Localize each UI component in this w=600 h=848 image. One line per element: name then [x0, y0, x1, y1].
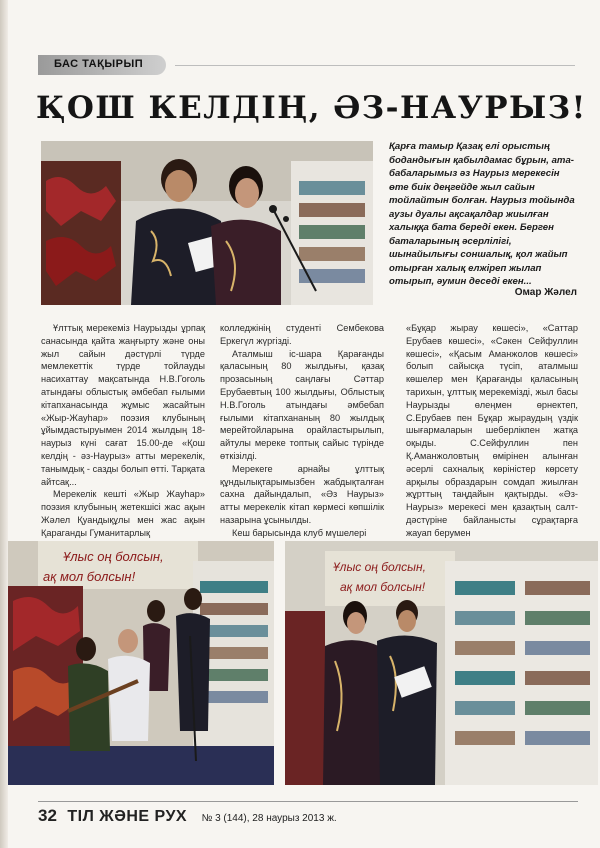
body-paragraph: Мерекелік кешті «Жыр Жауһар» поэзия клубының жетекшісі жас ақын Жәлел Қуандықұлы мен жас ақын Қараганды Гуманитарлық	[41, 489, 205, 538]
body-column-2	[220, 322, 384, 540]
rubric-divider	[175, 65, 575, 66]
footer-divider	[38, 801, 578, 802]
body-column-1	[41, 322, 205, 540]
magazine-name: ТІЛ ЖӘНЕ РУХ	[67, 808, 188, 825]
body-paragraph: Аталмыш іс-шара Қарағанды қаласының 80 жылдығы, қазақ прозасының саңлағы Сәттар Ерубаевтың 100 жылдығы, Облыстық Н.В.Гоголь атындағы әмбебап ғылыми кітапхананың 80 жылдық мерейтойларына орайластырылып, айтулы мереке топтық сайыс түрінде өткізілді.	[220, 348, 384, 461]
issue-info: № 3 (144), 28 наурыз 2013 ж.	[201, 813, 337, 824]
top-photo-hosts	[41, 141, 373, 305]
body-paragraph: Кеш барысында клуб мүшелері	[232, 527, 367, 538]
body-paragraph: Мерекеге арнайы ұлттық құндылықтарымызбен жабдықталған сахна дайындалып, «Әз Наурыз» атты мерекелік кітап көрмесі көпшілік назарына ұсынылды.	[220, 463, 384, 525]
article-title: ҚОШ КЕЛДІҢ, ӘЗ-НАУРЫЗ!	[36, 90, 587, 126]
banner-line-2-right: ақ мол болсын!	[340, 580, 426, 594]
author-name: Омар Жәлел	[514, 287, 577, 298]
page-footer	[38, 806, 337, 826]
body-column-3	[406, 322, 578, 540]
rubric-label: БАС ТАҚЫРЫП	[54, 58, 144, 70]
lead-paragraph: Қарға тамыр Қазақ елі орыстың бодандығын қабылдамас бұрын, ата-бабаларымыз әз Наурыз мерекесін өте биік деңгейде жыл сайын тойлайтын болған. Наурыз тойында аузы дуалы ақсақалдар жиылған халыққа бата береді екен. Берген баталарының әсерлілігі, шынайылығы соншалық, қол жайып отырған халық елжіреп жылап отырып, әумин деседі екен...	[389, 141, 575, 287]
body-paragraph: «Бұқар жырау көшесі», «Саттар Ерубаев көшесі», «Сәкен Сейфуллин көшесі», «Қасым Аманжолов көшесі» болып сайысқа түсіп, аталмыш көшелер мен Қарағанды қаласының тарихын, ұлттық мерекемізді, жыл басы Наурызды өлеңмен өрнектеп, С.Ерубаев пен Бұқар жыраудың үздік шығармаларын шеберлікпен жатқа оқыды. С.Сейфуллин пен Қ.Аманжоловтың өмірінен алынған әсерлі сахналық көріністер көрсету арқылы образдарын сомдап жиылған жұрттың таңдайын қақтырды. «Әз-Наурыз» мерекесі мен қазақтың салт-дәстүріне байланысты сұрақтарға жауап берумен	[406, 323, 578, 538]
page-edge-shadow	[0, 0, 8, 848]
bottom-left-photo-musicians	[8, 541, 274, 785]
body-paragraph: Ұлттық мерекеміз Наурызды ұрпақ санасында қайта жаңғырту және оны жыл сайын дәстүрлі түрде мемлекеттік түрде тойлауды насихаттау мақсатында Н.В.Гоголь атындағы облыстық әмбебап ғылыми кітапханасында жұмыс жасайтын «Жыр-Жауһар» поэзия клубының ұйымдастыруымен 2014 жылдың 18-наурыз күні сағат 15.00-де «Қош келдің - әз-Наурыз» атты мерекелік, танымдық - сазды болып өтті. Тарқата айтсақ...	[41, 323, 205, 487]
banner-line-1: Ұлыс оң болсын,	[63, 549, 164, 564]
page-number: 32	[38, 806, 57, 825]
bottom-right-photo-hosts	[285, 541, 598, 785]
rubric-tag	[38, 55, 166, 75]
banner-line-1-right: Ұлыс оң болсын,	[333, 560, 426, 574]
banner-line-2: ақ мол болсын!	[43, 569, 136, 584]
body-paragraph: колледжінің студенті Сембекова Еркегүл жүргізді.	[220, 323, 384, 346]
